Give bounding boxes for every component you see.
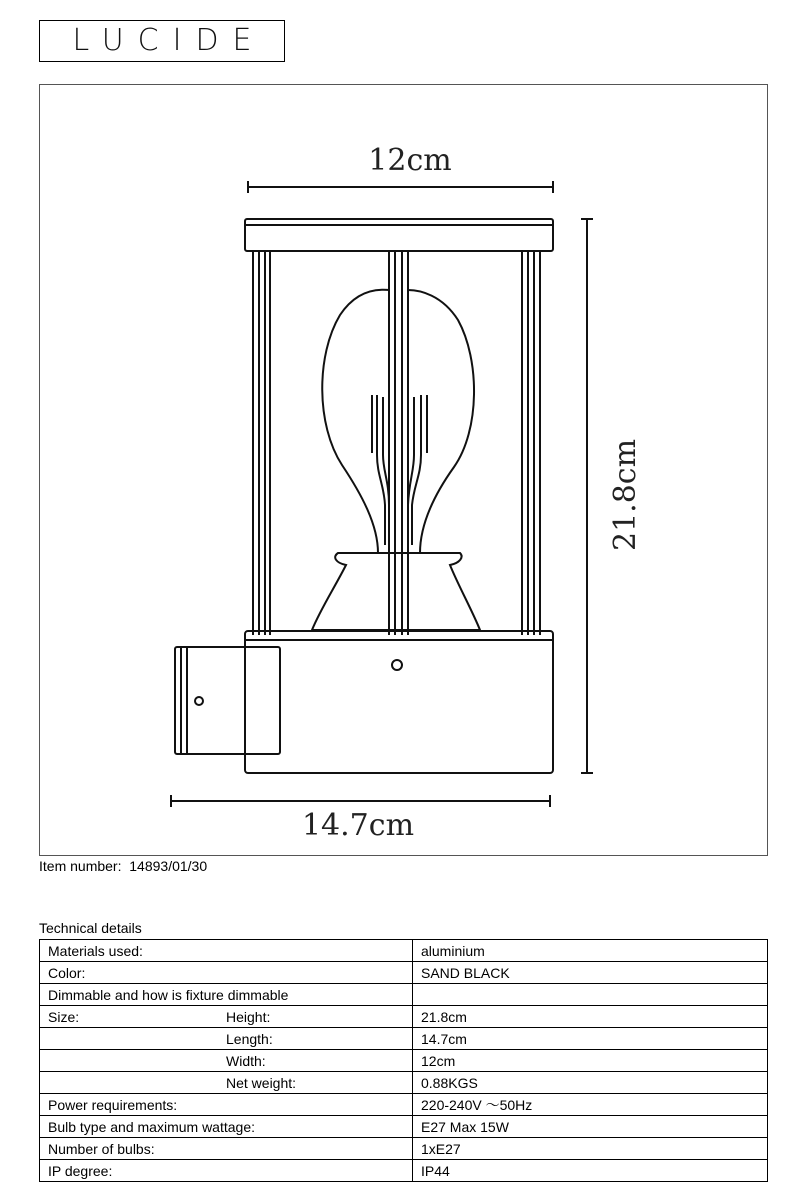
spec-sublabel: Length: [226,1030,273,1047]
technical-details-table [39,939,768,1182]
table-row [40,1094,768,1116]
spec-sublabel [85,963,412,983]
lamp-top-cap [245,219,553,251]
bracket-screw-hole [195,697,203,705]
spec-label: Dimmable and how is fixture dimmable [48,986,289,1003]
wall-bracket [175,647,280,754]
base-screw-hole [392,660,402,670]
item-number-value: 14893/01/30 [129,858,208,874]
spec-sublabel: Height: [226,1008,271,1025]
item-number-label: Item number: [39,858,122,874]
spec-sublabel [155,1139,412,1159]
bulb-outline [322,290,474,553]
spec-label: Size: [48,1008,80,1025]
spec-label: Materials used: [48,942,143,959]
table-row [40,1050,768,1072]
spec-label [48,1073,226,1093]
spec-value: 14.7cm [413,1028,768,1050]
spec-label: Number of bulbs: [48,1140,155,1157]
spec-value: 220-240V ～50Hz [413,1094,768,1116]
table-row [40,962,768,984]
height-label: 21.8cm [608,438,643,552]
spec-label: Bulb type and maximum wattage: [48,1118,255,1135]
spec-value: 12cm [413,1050,768,1072]
spec-sublabel [177,1095,412,1115]
spec-sublabel [112,1161,412,1181]
technical-drawing [39,84,768,856]
spec-label: Power requirements: [48,1096,178,1113]
spec-sublabel [255,1117,412,1137]
spec-sublabel [143,941,412,961]
spec-value: 21.8cm [413,1006,768,1028]
table-row [40,984,768,1006]
spec-value: IP44 [413,1160,768,1182]
table-row [40,1160,768,1182]
spec-label [48,1051,226,1071]
lamp-base [245,631,553,773]
spec-value: E27 Max 15W [413,1116,768,1138]
table-row [40,940,768,962]
brand-logo-text: LUCIDE [72,23,266,58]
spec-value [413,984,768,1006]
brand-logo [39,20,285,62]
spec-sublabel: Width: [226,1052,266,1069]
table-row [40,1072,768,1094]
technical-details-heading: Technical details [39,920,142,936]
spec-value: aluminium [413,940,768,962]
table-row [40,1028,768,1050]
table-row [40,1138,768,1160]
spec-value: SAND BLACK [413,962,768,984]
width-label: 12cm [368,143,452,178]
spec-label: IP degree: [48,1162,113,1179]
spec-label: Color: [48,964,86,981]
spec-sublabel: Net weight: [226,1074,297,1091]
table-row [40,1116,768,1138]
spec-label [48,1029,226,1049]
table-row [40,1006,768,1028]
spec-sublabel [288,985,412,1005]
item-number [39,858,207,874]
spec-value: 1xE27 [413,1138,768,1160]
length-label: 14.7cm [301,808,415,843]
lamp-drawing [40,85,769,857]
spec-value: 0.88KGS [413,1072,768,1094]
